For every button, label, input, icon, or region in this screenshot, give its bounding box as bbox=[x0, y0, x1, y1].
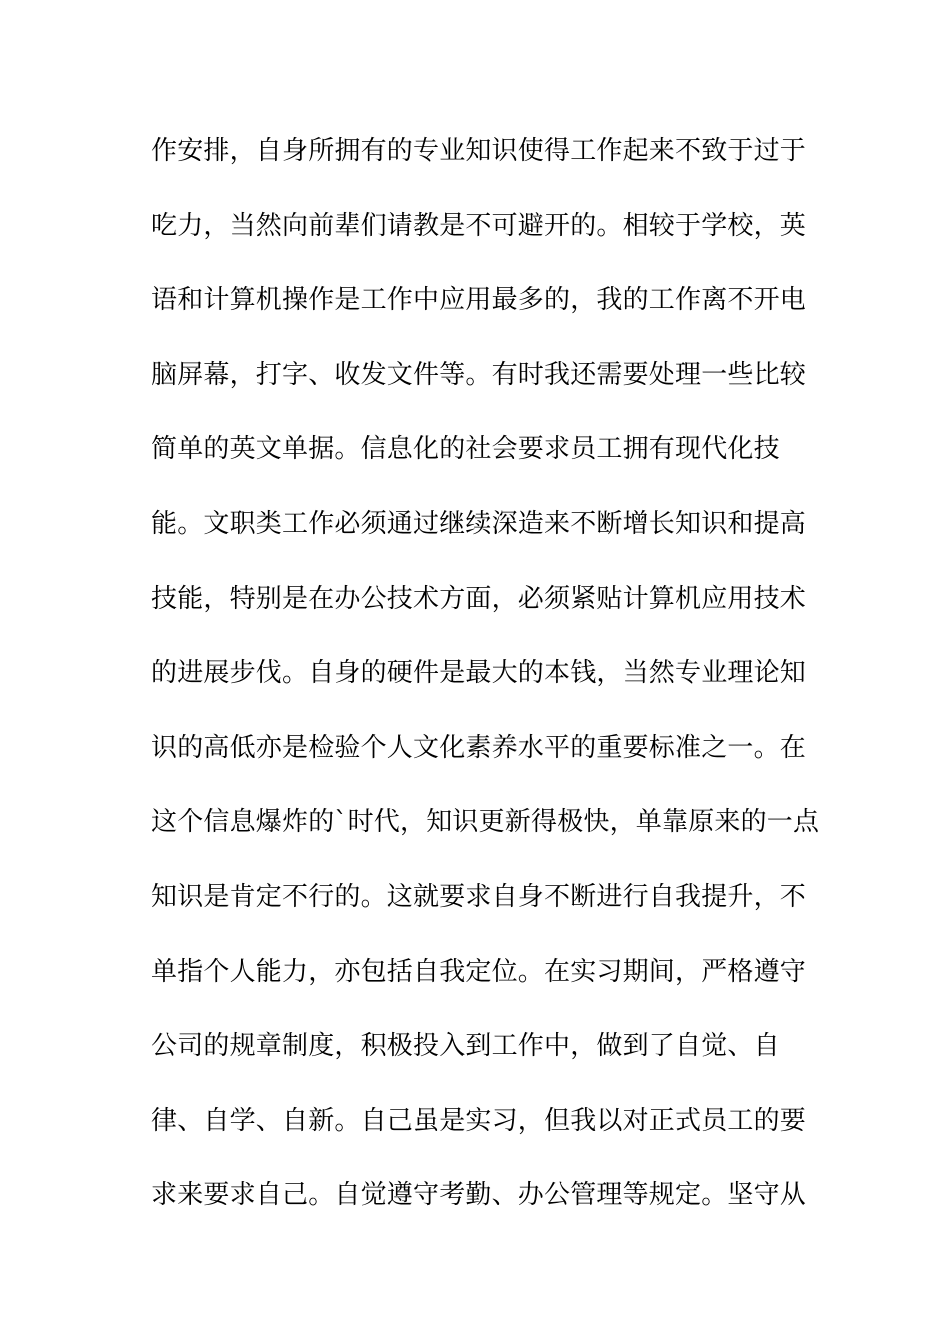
text-line: 求来要求自己。自觉遵守考勤、办公管理等规定。坚守从 bbox=[151, 1180, 807, 1211]
text-line: 脑屏幕，打字、收发文件等。有时我还需要处理一些比较 bbox=[151, 359, 807, 390]
text-line: 简单的英文单据。信息化的社会要求员工拥有现代化技 bbox=[151, 434, 780, 465]
text-line: 的进展步伐。自身的硬件是最大的本钱，当然专业理论知 bbox=[151, 658, 807, 689]
text-line: 这个信息爆炸的`时代，知识更新得极快，单靠原来的一点 bbox=[151, 807, 820, 838]
text-line: 律、自学、自新。自己虽是实习，但我以对正式员工的要 bbox=[151, 1105, 807, 1136]
text-line: 知识是肯定不行的。这就要求自身不断进行自我提升，不 bbox=[151, 881, 807, 912]
body-text bbox=[151, 128, 820, 1247]
text-line: 吃力，当然向前辈们请教是不可避开的。相较于学校，英 bbox=[151, 210, 807, 241]
text-line: 作安排，自身所拥有的专业知识使得工作起来不致于过于 bbox=[151, 136, 807, 166]
text-line: 识的高低亦是检验个人文化素养水平的重要标准之一。在 bbox=[151, 732, 807, 763]
text-line: 单指个人能力，亦包括自我定位。在实习期间，严格遵守 bbox=[151, 956, 807, 987]
text-line: 语和计算机操作是工作中应用最多的，我的工作离不开电 bbox=[151, 285, 807, 316]
text-line: 公司的规章制度，积极投入到工作中，做到了自觉、自 bbox=[151, 1031, 780, 1062]
text-line: 技能，特别是在办公技术方面，必须紧贴计算机应用技术 bbox=[151, 583, 807, 614]
text-line: 能。文职类工作必须通过继续深造来不断增长知识和提高 bbox=[151, 508, 807, 539]
